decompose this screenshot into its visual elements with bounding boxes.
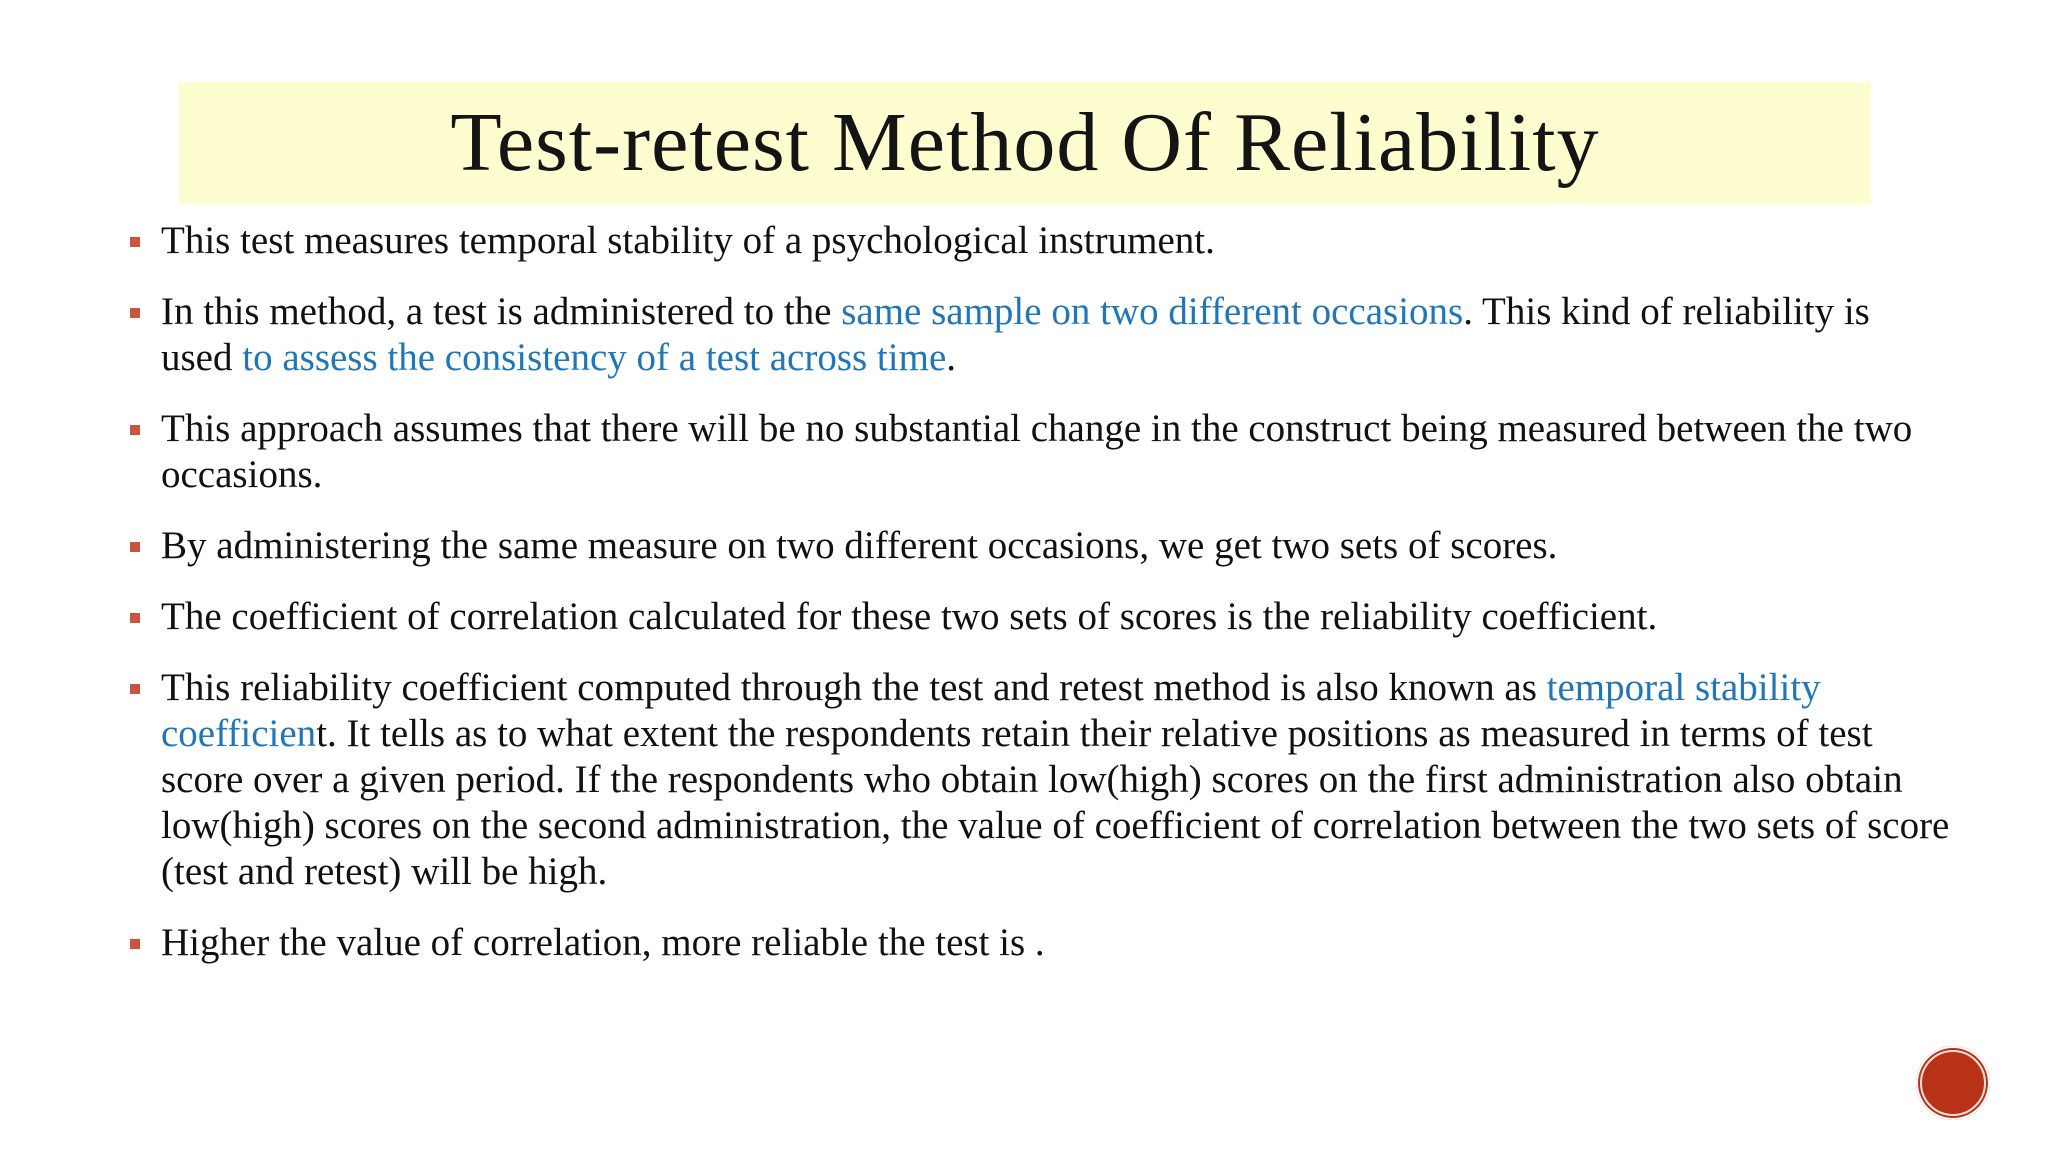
bullet-item	[130, 665, 1950, 895]
bullet-item	[130, 594, 1950, 640]
bullet-text: Higher the value of correlation, more reliable the test is .	[161, 921, 1045, 964]
square-bullet-icon	[130, 613, 140, 623]
highlighted-text: temporal stability coefficien	[161, 666, 1821, 755]
bullet-item	[130, 289, 1950, 381]
bullet-text: t. It tells as to what extent the respondents retain their relative positions as measured in terms of test score over a given period. If the respondents who obtain low(high) scores on the first administration also obtain low(high) scores on the second administration, the value of coefficient of correlation between the two sets of score (test and retest) will be high.	[161, 712, 1950, 893]
bullet-text: This approach assumes that there will be no substantial change in the construct being measured between the two occasions.	[161, 407, 1913, 496]
bullet-item	[130, 523, 1950, 569]
highlighted-text: to assess the consistency of a test across time	[242, 336, 947, 379]
bullet-text: This reliability coefficient computed through the test and retest method is also known as	[161, 666, 1547, 709]
square-bullet-icon	[130, 237, 140, 247]
square-bullet-icon	[130, 308, 140, 318]
highlighted-text: same sample on two different occasions	[841, 290, 1464, 333]
bullet-item	[130, 406, 1950, 498]
bullet-list	[130, 218, 1950, 991]
bullet-text: This test measures temporal stability of a psychological instrument.	[161, 219, 1215, 262]
bullet-text: The coefficient of correlation calculated for these two sets of scores is the reliability coefficient.	[161, 595, 1658, 638]
bullet-text: .	[946, 336, 956, 379]
bullet-text: In this method, a test is administered to the	[161, 290, 842, 333]
bullet-item	[130, 218, 1950, 264]
square-bullet-icon	[130, 939, 140, 949]
square-bullet-icon	[130, 542, 140, 552]
bullet-text: By administering the same measure on two different occasions, we get two sets of scores.	[161, 524, 1558, 567]
square-bullet-icon	[130, 684, 140, 694]
slide-title: Test-retest Method Of Reliability	[450, 96, 1600, 189]
square-bullet-icon	[130, 425, 140, 435]
title-band	[179, 82, 1871, 204]
bullet-item	[130, 920, 1950, 966]
circle-nav-icon[interactable]	[1916, 1046, 1990, 1120]
bullet-text: . This kind of reliability is used	[161, 290, 1870, 379]
